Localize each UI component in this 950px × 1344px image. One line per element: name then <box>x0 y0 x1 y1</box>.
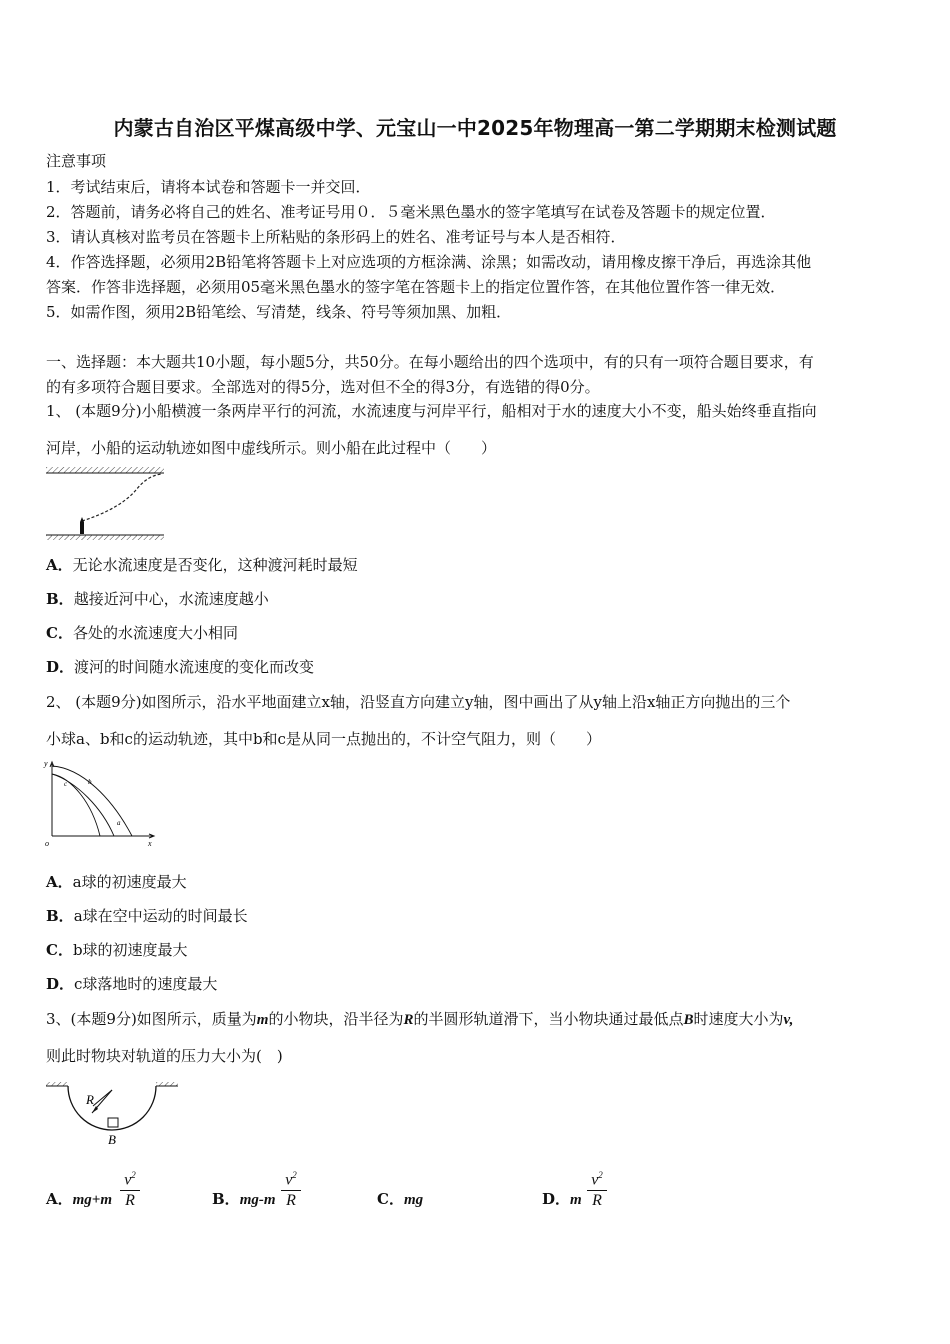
q1-stem: 河岸，小船的运动轨迹如图中虚线所示。则小船在此过程中（ ） <box>46 439 497 457</box>
origin-label: o <box>45 839 49 848</box>
q3-option-b: B．mg-m <box>212 1190 276 1208</box>
notice-item: 5．如需作图，须用2B铅笔绘、写清楚，线条、符号等须加黑、加粗． <box>46 303 512 321</box>
q1-option-b: B．越接近河中心，水流速度越小 <box>46 590 269 608</box>
y-axis-label: y <box>44 759 48 768</box>
section-intro: 一、选择题：本大题共10小题，每小题5分，共50分。在每小题给出的四个选项中，有的只有一项符合题目要求，有 <box>46 353 814 371</box>
label-b: b <box>88 778 92 786</box>
x-axis-label: x <box>148 839 152 848</box>
notice-heading: 注意事项 <box>46 152 107 170</box>
q2-option-a: A．a球的初速度最大 <box>46 873 187 891</box>
q3-stem: 则此时物块对轨道的压力大小为( ) <box>46 1047 283 1065</box>
q1-option-c: C．各处的水流速度大小相同 <box>46 624 238 642</box>
q1-stem: 1、 (本题9分)小船横渡一条两岸平行的河流，水流速度与河岸平行，船相对于水的速度大小不变，船头始终垂直指向 <box>46 402 817 420</box>
q3-option-d-fraction: $v^2$ R <box>587 1166 607 1210</box>
q3-stem: 3、(本题9分)如图所示，质量为m的小物块，沿半径为R的半圆形轨道滑下，当小物块通过最低点B时速度大小为v, <box>46 1010 794 1028</box>
q3-option-a: A．mg+m <box>46 1190 113 1208</box>
label-r: R <box>86 1092 94 1107</box>
section-intro: 的有多项符合题目要求。全部选对的得5分，选对但不全的得3分，有选错的得0分。 <box>46 378 600 396</box>
notice-item: 2．答题前，请务必将自己的姓名、准考证号用０．５毫米黑色墨水的签字笔填写在试卷及答题卡的规定位置． <box>46 203 776 221</box>
notice-item: 1．考试结束后，请将本试卷和答题卡一并交回． <box>46 178 371 196</box>
notice-item: 答案．作答非选择题，必须用05毫米黑色墨水的签字笔在答题卡上的指定位置作答，在其他位置作答一律无效． <box>46 278 786 296</box>
label-a: a <box>117 819 121 827</box>
notice-item: 4．作答选择题，必须用2B铅笔将答题卡上对应选项的方框涂满、涂黑；如需改动，请用橡皮擦干净后，再选涂其他 <box>46 253 812 271</box>
q1-river-figure <box>44 464 168 544</box>
q2-trajectory-figure <box>42 758 162 850</box>
notice-item: 3．请认真核对监考员在答题卡上所粘贴的条形码上的姓名、准考证号与本人是否相符． <box>46 228 626 246</box>
label-b-point: B <box>108 1132 116 1147</box>
q3-option-b-fraction: $v^2$ R <box>281 1166 301 1210</box>
label-c: c <box>64 780 68 788</box>
page-title: 内蒙古自治区平煤高级中学、元宝山一中2025年物理高一第二学期期末检测试题 <box>113 116 837 140</box>
q2-stem: 2、 (本题9分)如图所示，沿水平地面建立x轴，沿竖直方向建立y轴，图中画出了从y轴上沿x轴正方向抛出的三个 <box>46 693 791 711</box>
q3-option-d: D．m <box>542 1190 582 1208</box>
q2-option-c: C．b球的初速度最大 <box>46 941 188 959</box>
q2-stem: 小球a、b和c的运动轨迹，其中b和c是从同一点抛出的，不计空气阻力，则（ ） <box>46 730 601 748</box>
q3-track-figure <box>44 1076 184 1148</box>
q1-option-d: D．渡河的时间随水流速度的变化而改变 <box>46 658 315 676</box>
q3-option-a-fraction: $v^2$ R <box>120 1166 140 1210</box>
q3-option-c: C．mg <box>377 1190 424 1208</box>
q2-option-d: D．c球落地时的速度最大 <box>46 975 218 993</box>
q2-option-b: B．a球在空中运动的时间最长 <box>46 907 248 925</box>
q1-option-a: A．无论水流速度是否变化，这种渡河耗时最短 <box>46 556 358 574</box>
